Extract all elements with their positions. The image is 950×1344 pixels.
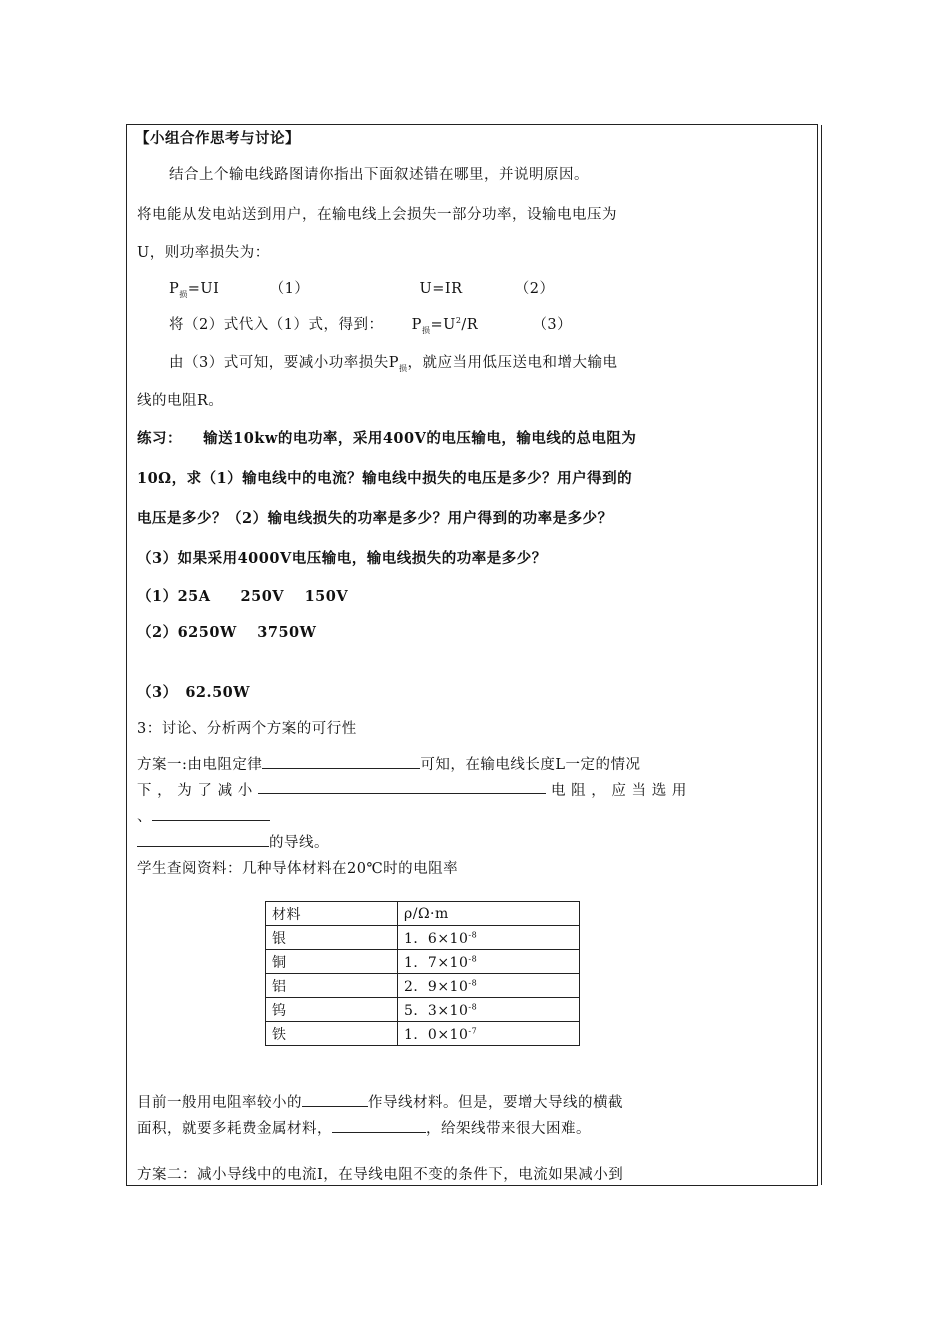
plan2-line: 方案二：减小导线中的电流I，在导线电阻不变的条件下，电流如果减小到 — [137, 1167, 624, 1183]
formula-1-number: （1） — [269, 281, 310, 297]
answer-2: （2）6250W 3750W — [137, 624, 317, 641]
table-row: 铜 1．$7\times 10^{-8}$ — [266, 950, 580, 974]
statement-line-1: 将电能从发电站送到用户，在输电线上会损失一部分功率，设输电电压为 — [137, 207, 617, 223]
after-table-line-1: 目前一般用电阻率较小的 作导线材料。但是，要增大导线的横截 — [137, 1091, 623, 1112]
formula-3-number: （3） — [532, 317, 573, 333]
table-header-row — [266, 902, 580, 926]
blank-reduce[interactable] — [258, 779, 546, 794]
plan1-line-1: 方案一:由电阻定律 可知，在输电线长度L一定的情况 — [137, 753, 641, 774]
side-column-divider — [821, 125, 822, 1185]
table-row: 银 1．$6\times 10^{-8}$ — [266, 926, 580, 950]
after-table-line-2: 面积，就要多耗费金属材料， ，给架线带来很大困难。 — [137, 1117, 591, 1138]
formula-2: U=IR — [419, 281, 463, 297]
table-row: 铁 1．$0\times 10^{-7}$ — [266, 1022, 580, 1046]
statement-line-2: U，则功率损失为： — [137, 245, 270, 261]
exercise-line-3: 电压是多少？（2）输电线损失的功率是多少？用户得到的功率是多少？ — [137, 510, 613, 527]
conclusion-line-1: 由（3）式可知，要减小功率损失$P_损$，就应当用低压送电和增大输电 — [169, 355, 618, 373]
plan1-line-3: 、 — [137, 805, 270, 826]
data-intro: 学生查阅资料：几种导体材料在20℃时的电阻率 — [137, 861, 459, 877]
intro-text: 结合上个输电线路图请你指出下面叙述错在哪里，并说明原因。 — [169, 167, 589, 183]
blank-cost[interactable] — [332, 1118, 426, 1133]
substitution-row: 将（2）式代入（1）式，得到： $P_损=U^2/R$ （3） — [169, 316, 573, 335]
exercise-line-2: 10Ω，求（1）输电线中的电流？输电线中损失的电压是多少？用户得到的 — [137, 470, 633, 487]
formula-1: $P_损=UI$ — [169, 281, 220, 299]
table-row: 铝 2．$9\times 10^{-8}$ — [266, 974, 580, 998]
exercise-line-4: （3）如果采用4000V电压输电，输电线损失的功率是多少？ — [137, 550, 547, 567]
conclusion-line-2: 线的电阻R。 — [137, 393, 224, 409]
table-row: 钨 5．$3\times 10^{-8}$ — [266, 998, 580, 1022]
section-heading: 【小组合作思考与讨论】 — [135, 130, 300, 147]
blank-material-choice[interactable] — [302, 1092, 368, 1107]
plan1-line-4: 的导线。 — [137, 831, 329, 852]
formula-row-1 — [137, 277, 555, 300]
exercise-line-1: 练习： 输送10kw的电功率，采用400V的电压输电，输电线的总电阻为 — [137, 430, 637, 447]
blank-material-2[interactable] — [137, 832, 269, 847]
formula-3: $P_损=U^2/R$ — [411, 316, 479, 335]
exercise-label: 练习： — [137, 430, 182, 447]
header-material: 材料 — [266, 902, 398, 926]
blank-resistance-law[interactable] — [262, 754, 420, 769]
answer-1: （1）25A 250V 150V — [137, 588, 349, 605]
worksheet-frame — [126, 124, 818, 1186]
blank-material-1[interactable] — [152, 806, 270, 821]
header-resistivity: ρ/Ω·m — [398, 902, 580, 926]
formula-2-number: （2） — [514, 281, 555, 297]
answer-3: （3） 62.50W — [137, 684, 251, 701]
plan1-line-2: 下 ， 为 了 减 小 电 阻 ， 应 当 选 用 — [137, 779, 687, 800]
resistivity-table — [265, 901, 580, 1046]
discussion-title: 3：讨论、分析两个方案的可行性 — [137, 721, 357, 737]
